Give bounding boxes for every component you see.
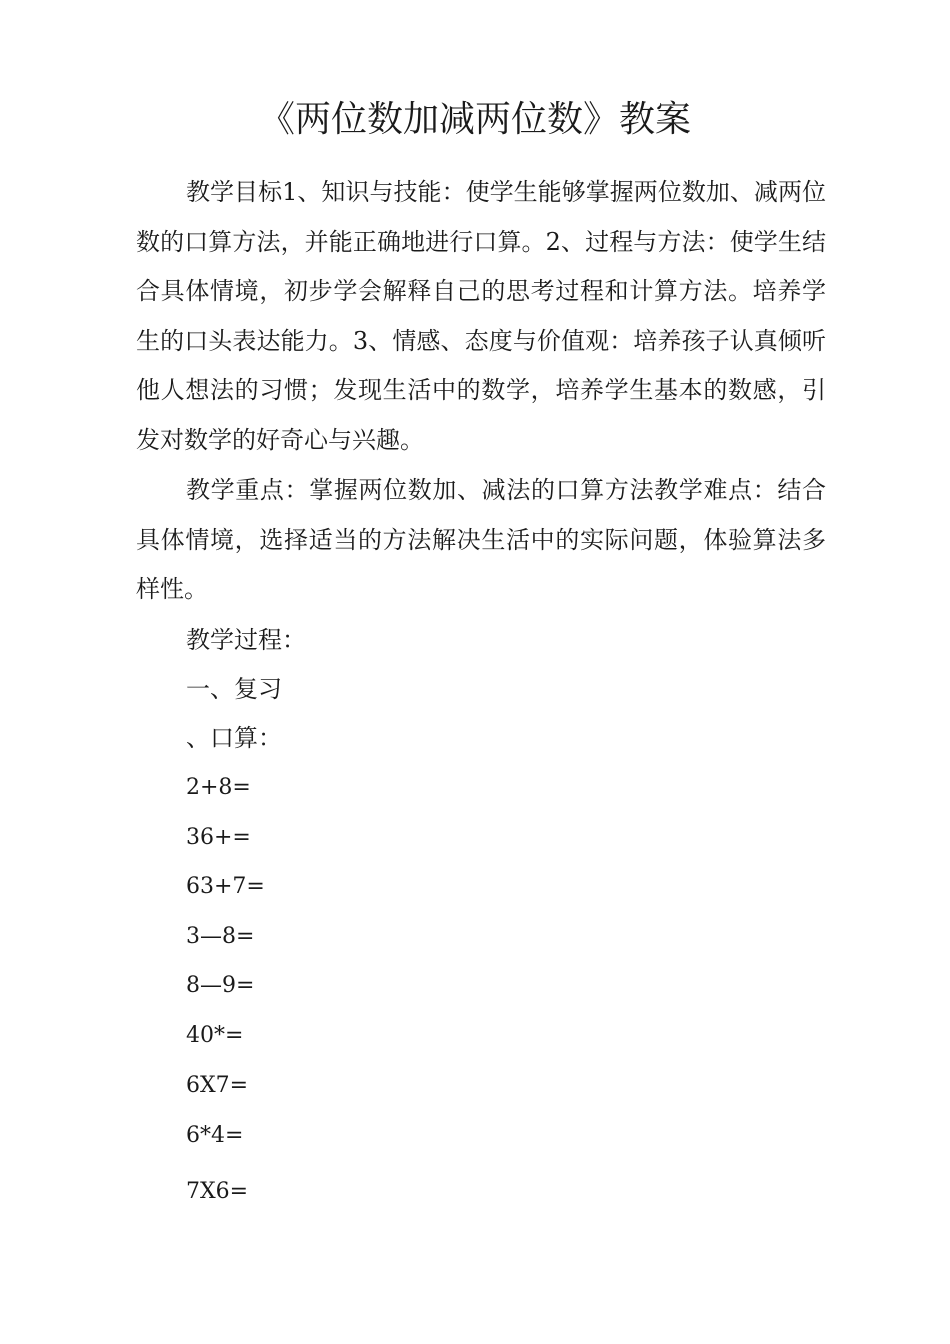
equation-item: 36+=	[186, 825, 251, 850]
equation-item: 63+7=	[186, 874, 265, 899]
equation-item: 3—8=	[186, 924, 255, 949]
equation-item: 2+8=	[186, 775, 251, 800]
equation-item: 8—9=	[186, 973, 255, 998]
process-heading: 教学过程：	[186, 626, 306, 654]
section-review-heading: 一、复习	[186, 675, 282, 703]
key-points-paragraph: 教学重点：掌握两位数加、减法的口算方法教学难点：结合具体情境，选择适当的方法解决生活中的实际问题，体验算法多样性。	[136, 476, 826, 603]
oral-calculation-heading: 、口算：	[186, 724, 282, 752]
teaching-objectives-paragraph: 教学目标1、知识与技能：使学生能够掌握两位数加、减两位数的口算方法，并能正确地进行口算。2、过程与方法：使学生结合具体情境，初步学会解释自己的思考过程和计算方法。培养学生的口头表达能力。3、情感、态度与价值观：培养孩子认真倾听他人想法的习惯；发现生活中的数学，培养学生基本的数感，引发对数学的好奇心与兴趣。	[136, 178, 826, 454]
equation-item: 6*4=	[186, 1123, 244, 1148]
equation-item: 6X7=	[186, 1073, 249, 1098]
document-title: 《两位数加减两位数》教案	[258, 99, 691, 140]
equation-item: 40*=	[186, 1023, 244, 1048]
equation-item: 7X6=	[186, 1179, 249, 1204]
